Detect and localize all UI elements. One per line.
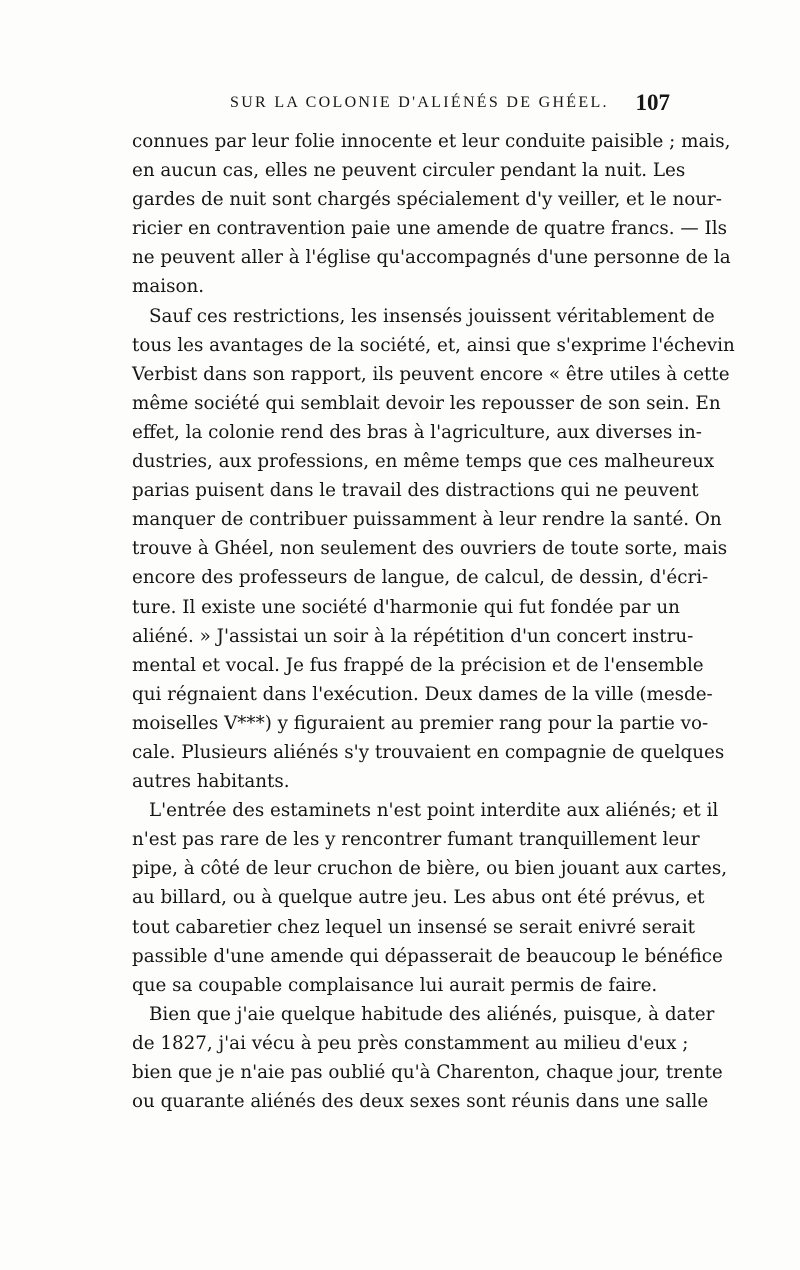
text-line: gardes de nuit sont chargés spécialement d'y veiller, et le nour- [132, 189, 722, 211]
paragraph [132, 796, 728, 1000]
text-line: ture. Il existe une société d'harmonie qui fut fondée par un [132, 596, 680, 618]
text-line: encore des professeurs de langue, de calcul, de dessin, d'écri- [132, 567, 709, 589]
text-line: maison. [132, 276, 205, 298]
text-line: aliéné. » J'assistai un soir à la répétition d'un concert instru- [132, 625, 694, 647]
text-line: Bien que j'aie quelque habitude des aliénés, puisque, à dater [149, 1003, 715, 1025]
running-title: SUR LA COLONIE D'ALIÉNÉS DE GHÉEL. [230, 94, 609, 111]
text-line: tous les avantages de la société, et, ainsi que s'exprime l'échevin [132, 334, 735, 356]
text-line: qui régnaient dans l'exécution. Deux dames de la ville (mesde- [132, 683, 713, 705]
text-line: ou quarante aliénés des deux sexes sont réunis dans une salle [132, 1091, 709, 1113]
page-number: 107 [635, 90, 670, 115]
text-line: au billard, ou à quelque autre jeu. Les abus ont été prévus, et [132, 887, 705, 909]
text-line: trouve à Ghéel, non seulement des ouvriers de toute sorte, mais [132, 538, 728, 560]
running-head [132, 92, 670, 122]
text-line: ne peuvent aller à l'église qu'accompagnés d'une personne de la [132, 247, 731, 269]
text-line: cale. Plusieurs aliénés s'y trouvaient en compagnie de quelques [132, 741, 725, 763]
text-line: mental et vocal. Je fus frappé de la précision et de l'ensemble [132, 654, 704, 676]
text-line: n'est pas rare de les y rencontrer fumant tranquillement leur [132, 829, 700, 851]
paragraph [132, 127, 731, 302]
text-line: ricier en contravention paie une amende de quatre francs. — Ils [132, 218, 727, 240]
text-line: L'entrée des estaminets n'est point interdite aux aliénés; et il [149, 800, 719, 822]
text-line: passible d'une amende qui dépasserait de beaucoup le bénéfice [132, 945, 723, 967]
paragraph [132, 302, 735, 797]
text-line: dustries, aux professions, en même temps que ces malheureux [132, 451, 715, 473]
text-line: Sauf ces restrictions, les insensés jouissent véritablement de [149, 305, 715, 327]
text-line: même société qui semblait devoir les repousser de son sein. En [132, 392, 721, 414]
paragraph [132, 1000, 723, 1116]
text-line: effet, la colonie rend des bras à l'agriculture, aux diverses in- [132, 421, 702, 443]
text-line: parias puisent dans le travail des distractions qui ne peuvent [132, 480, 699, 502]
text-line: pipe, à côté de leur cruchon de bière, ou bien jouant aux cartes, [132, 858, 728, 880]
text-line: de 1827, j'ai vécu à peu près constamment au milieu d'eux ; [132, 1032, 689, 1054]
body-text [132, 127, 735, 1116]
text-line: autres habitants. [132, 771, 290, 793]
text-line: Verbist dans son rapport, ils peuvent encore « être utiles à cette [132, 363, 730, 385]
text-line: manquer de contribuer puissamment à leur rendre la santé. On [132, 509, 722, 531]
text-line: connues par leur folie innocente et leur conduite paisible ; mais, [132, 131, 731, 152]
text-line: en aucun cas, elles ne peuvent circuler pendant la nuit. Les [132, 160, 686, 182]
text-line: bien que je n'aie pas oublié qu'à Charenton, chaque jour, trente [132, 1062, 723, 1083]
text-line: que sa coupable complaisance lui aurait permis de faire. [132, 974, 658, 996]
text-line: moiselles V***) y figuraient au premier rang pour la partie vo- [132, 712, 709, 734]
text-line: tout cabaretier chez lequel un insensé se serait enivré serait [132, 916, 696, 938]
